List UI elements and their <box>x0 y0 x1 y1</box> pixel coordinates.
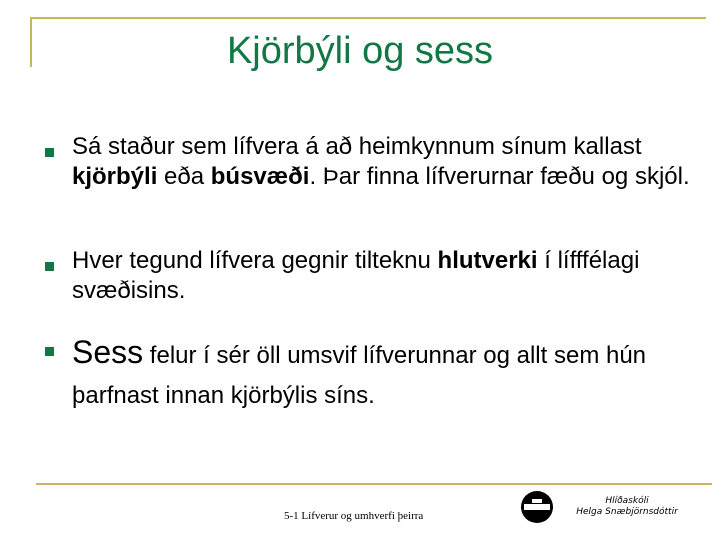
text-run: . Þar finna lífverurnar fæðu og skjól. <box>309 163 690 190</box>
text-run: eða <box>157 163 211 190</box>
footer-chapter: 5-1 Lífverur og umhverfi þeirra <box>284 510 424 522</box>
square-bullet-icon <box>45 347 54 356</box>
bold-term: búsvæði <box>210 163 310 190</box>
bullet-text-1 <box>72 132 702 192</box>
credit-author: Helga Snæbjörnsdóttir <box>576 507 678 517</box>
bullet-text-3 <box>72 332 702 416</box>
text-run: Sá staður sem lífvera á að heimkynnum sínum kallast <box>72 133 642 160</box>
bullet-text-2 <box>72 246 702 306</box>
frame-top-line <box>30 17 706 19</box>
text-run: felur í sér öll umsvif lífverunnar og allt sem hún þarfnast innan kjörbýlis síns. <box>72 342 647 409</box>
bold-term: hlutverki <box>437 247 538 274</box>
text-run: í lífffélagi svæðisins. <box>72 247 640 304</box>
text-run: Hver tegund lífvera gegnir tilteknu <box>72 247 438 274</box>
footer-divider <box>36 483 712 485</box>
text-run: Sess <box>72 334 144 370</box>
square-bullet-icon <box>45 148 54 157</box>
bold-term: kjörbýli <box>72 163 158 190</box>
footer-credit <box>568 496 686 518</box>
slide-title: Kjörbýli og sess <box>226 30 494 72</box>
square-bullet-icon <box>45 262 54 271</box>
credit-school: Hlíðaskóli <box>605 496 649 506</box>
school-logo-icon <box>520 490 554 524</box>
